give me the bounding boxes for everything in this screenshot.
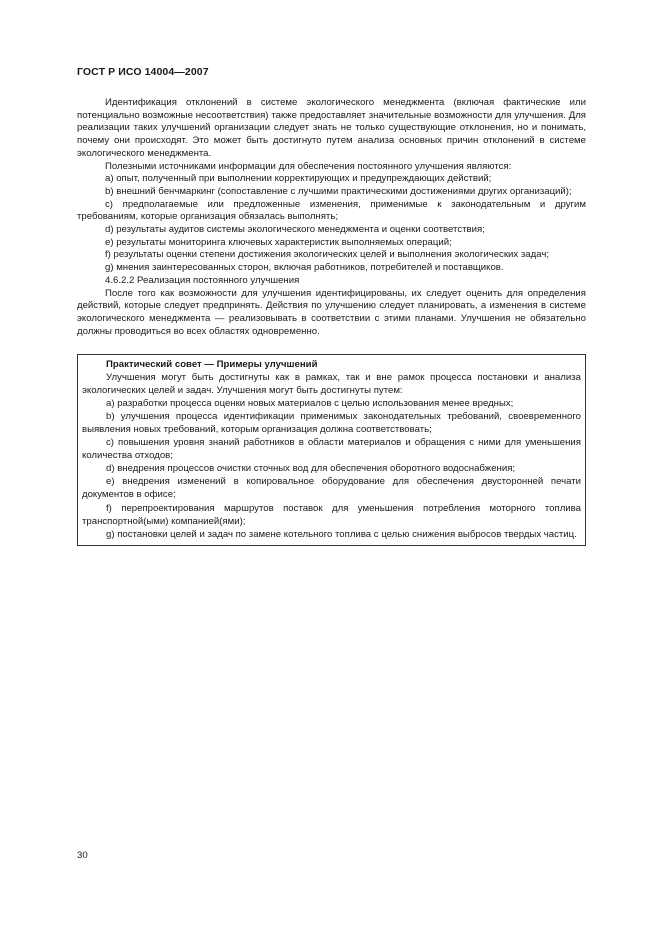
practical-advice-box [77,354,586,546]
list-item: е) результаты мониторинга ключевых характеристик выполняемых операций; [105,236,452,248]
list-item: f) результаты оценки степени достижения экологических целей и выполнения экологических задач; [105,249,549,261]
list-item: d) внедрения процессов очистки сточных вод для обеспечения оборотного водоснабжения; [106,463,516,475]
document-header: ГОСТ Р ИСО 14004—2007 [77,66,209,78]
list-item: g) постановки целей и задач по замене котельного топлива с целью снижения выбросов твердых частиц. [106,528,577,540]
list-item: b) улучшения процесса идентификации применимых законодательных требований, своевременного выявления новых требований, которым организация должна соответствовать; [82,411,581,436]
section-heading: 4.6.2.2 Реализация постоянного улучшения [105,274,300,286]
list-item: а) опыт, полученный при выполнении корректирующих и предупреждающих действий; [105,173,492,185]
list-item: d) результаты аудитов системы экологического менеджмента и оценки соответствия; [105,224,485,236]
paragraph: Улучшения могут быть достигнуты как в рамках, так и вне рамок процесса постановки и анализа экологических целей и задач. Улучшения могут быть достигнуты путем: [82,372,581,397]
list-item: с) предполагаемые или предложенные изменения, применимые к законодательным и другим требованиям, которые организация обязалась выполнять; [77,198,586,223]
paragraph: Идентификация отклонений в системе экологического менеджмента (включая фактические или потенциально возможные несоответствия) также предоставляет значительные возможности для улучшения. Для реализации таких улучшений организации следует знать не только существующие отклонения, но и понимать, почему они происходят. Это может быть достигнуто путем анализа основных причин отклонений в системе экологического менеджмента. [77,97,586,159]
list-item: b) внешний бенчмаркинг (сопоставление с лучшими практическими достижениями других организаций); [105,185,572,197]
box-title: Практический совет — Примеры улучшений [106,359,318,370]
page-number: 30 [77,850,88,861]
paragraph: После того как возможности для улучшения идентифицированы, их следует оценить для определения действий, которые следует предпринять. Действия по улучшению следует планировать, а изменения в системе экологического менеджмента — реализовывать в соответствии с этими планами. Улучшения не обязательно должны проводиться во всех областях одновременно. [77,287,586,337]
list-item: с) повышения уровня знаний работников в области материалов и обращения с ними для уменьшения количества отходов; [82,437,581,462]
main-text [77,97,586,338]
list-item: е) внедрения изменений в копировальное оборудование для обеспечения двусторонней печати документов в офисе; [82,476,581,501]
list-item: f) перепроектирования маршрутов поставок для уменьшения потребления моторного топлива транспортной(ыми) компанией(ями); [82,502,581,527]
list-item: а) разработки процесса оценки новых материалов с целью использования менее вредных; [106,398,514,410]
paragraph: Полезными источниками информации для обеспечения постоянного улучшения являются: [105,160,512,172]
list-item: g) мнения заинтересованных сторон, включая работников, потребителей и поставщиков. [105,262,504,274]
